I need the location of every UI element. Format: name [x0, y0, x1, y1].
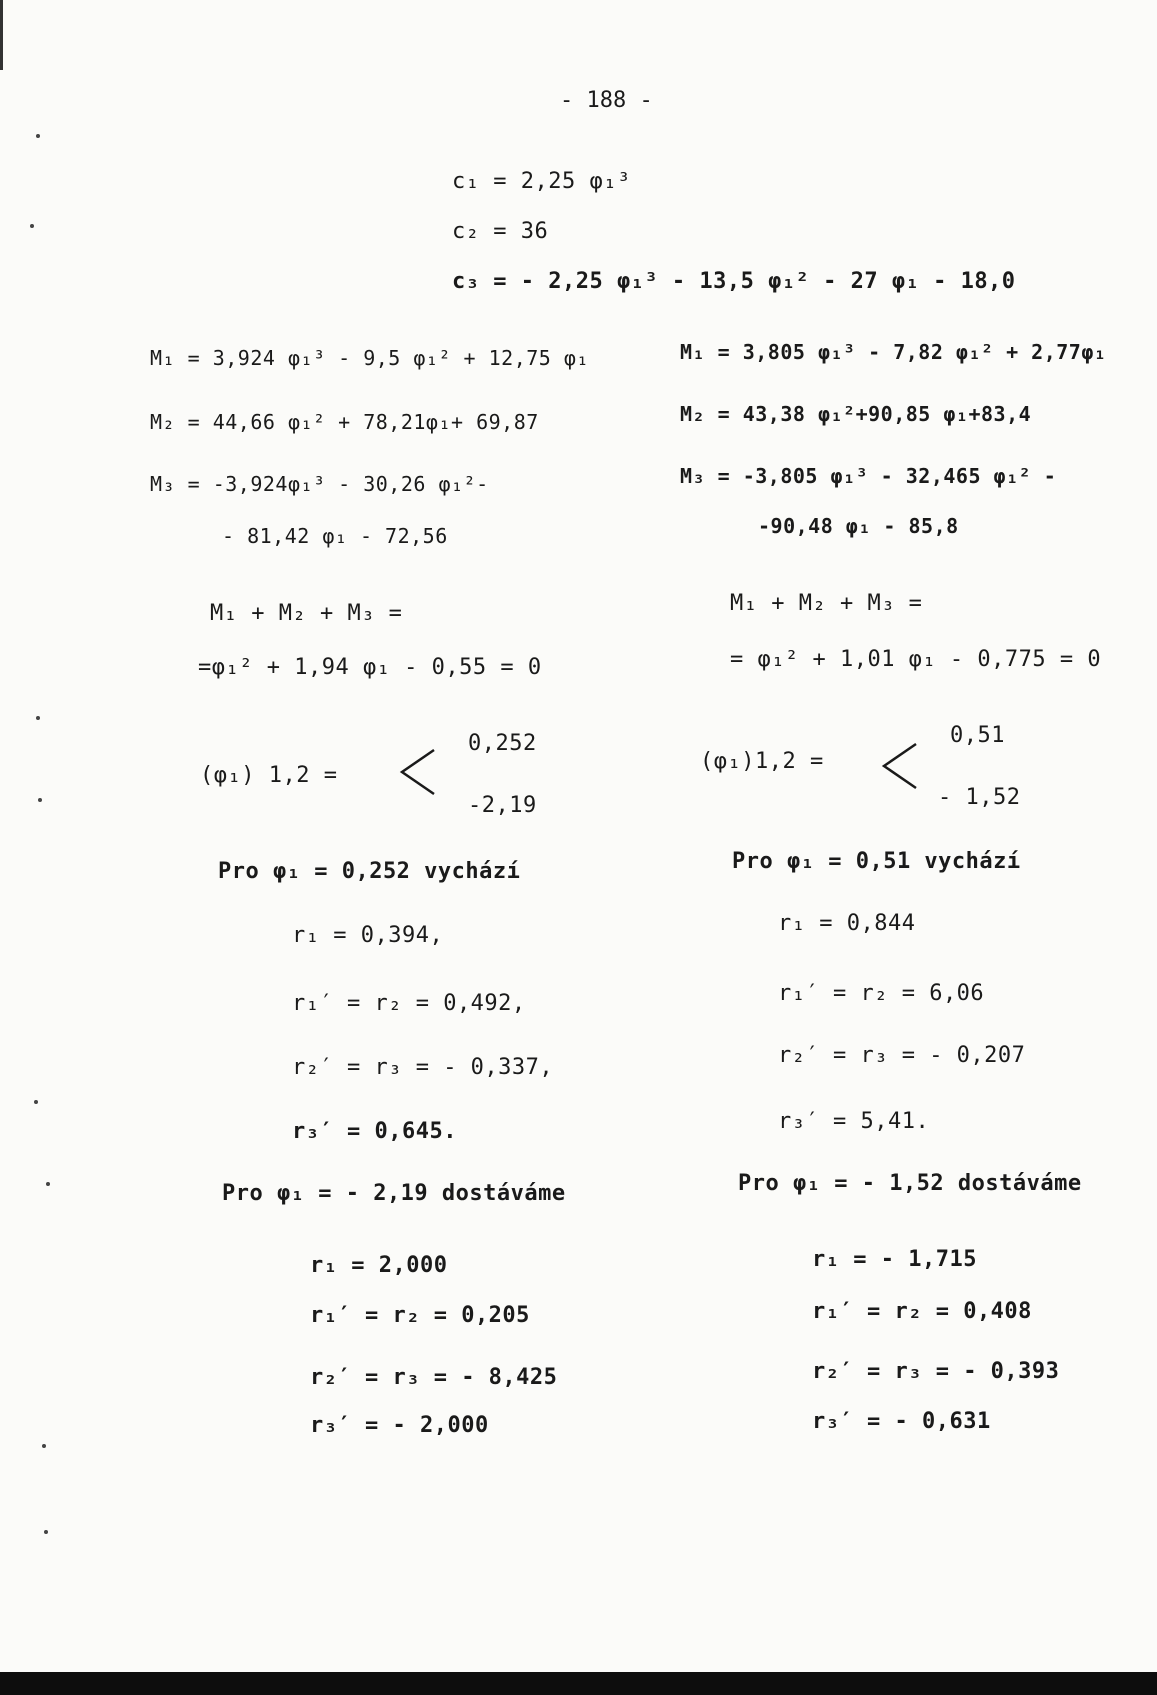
right-root-b: - 1,52 [938, 785, 1021, 810]
left-case1-r3: r₂′ = r₃ = - 0,337, [292, 1055, 554, 1080]
right-equation-m3-cont: -90,48 φ₁ - 85,8 [758, 514, 959, 538]
left-case2-r3: r₂′ = r₃ = - 8,425 [310, 1365, 558, 1390]
left-case1-r2: r₁′ = r₂ = 0,492, [292, 991, 526, 1016]
scan-speck [42, 1444, 46, 1448]
left-equation-m3: M₃ = -3,924φ₁³ - 30,26 φ₁²- [150, 472, 489, 496]
right-case2-heading: Pro φ₁ = - 1,52 dostáváme [738, 1171, 1082, 1196]
left-quadratic: =φ₁² + 1,94 φ₁ - 0,55 = 0 [198, 655, 542, 680]
scan-speck [46, 1182, 50, 1186]
right-equation-m3: M₃ = -3,805 φ₁³ - 32,465 φ₁² - [680, 464, 1057, 488]
right-case2-r3: r₂′ = r₃ = - 0,393 [812, 1359, 1060, 1384]
right-sum-line: M₁ + M₂ + M₃ = [730, 591, 923, 616]
left-case1-r3prime: r₃′ = 0,645. [292, 1119, 457, 1144]
equation-c3: c₃ = - 2,25 φ₁³ - 13,5 φ₁² - 27 φ₁ - 18,0 [452, 269, 1016, 294]
left-roots-label: (φ₁) 1,2 = [200, 763, 338, 788]
right-case1-r3prime: r₃′ = 5,41. [778, 1109, 930, 1134]
page-number: - 188 - [560, 88, 653, 113]
left-roots-branch [398, 744, 438, 800]
right-roots-branch [880, 738, 920, 794]
right-quadratic: = φ₁² + 1,01 φ₁ - 0,775 = 0 [730, 647, 1102, 672]
right-case1-r1: r₁ = 0,844 [778, 911, 916, 936]
right-case2-r1: r₁ = - 1,715 [812, 1247, 977, 1272]
left-root-b: -2,19 [468, 793, 537, 818]
right-case1-r3: r₂′ = r₃ = - 0,207 [778, 1043, 1026, 1068]
right-equation-m2: M₂ = 43,38 φ₁²+90,85 φ₁+83,4 [680, 402, 1032, 426]
scan-edge-mark [0, 0, 3, 70]
equation-c2: c₂ = 36 [452, 219, 549, 244]
scan-speck [38, 798, 42, 802]
right-case1-heading: Pro φ₁ = 0,51 vychází [732, 849, 1021, 874]
left-case2-r2: r₁′ = r₂ = 0,205 [310, 1303, 530, 1328]
right-root-a: 0,51 [950, 723, 1005, 748]
left-equation-m2: M₂ = 44,66 φ₁² + 78,21φ₁+ 69,87 [150, 410, 539, 434]
scan-speck [44, 1530, 48, 1534]
right-equation-m1: M₁ = 3,805 φ₁³ - 7,82 φ₁² + 2,77φ₁ [680, 340, 1107, 364]
scan-bottom-border [0, 1672, 1157, 1695]
equation-c1: c₁ = 2,25 φ₁³ [452, 169, 631, 194]
scan-speck [34, 1100, 38, 1104]
right-roots-label: (φ₁)1,2 = [700, 749, 824, 774]
left-equation-m1: M₁ = 3,924 φ₁³ - 9,5 φ₁² + 12,75 φ₁ [150, 346, 589, 370]
scan-speck [36, 716, 40, 720]
left-case2-r3prime: r₃′ = - 2,000 [310, 1413, 489, 1438]
right-case1-r2: r₁′ = r₂ = 6,06 [778, 981, 985, 1006]
left-case2-heading: Pro φ₁ = - 2,19 dostáváme [222, 1181, 566, 1206]
scan-speck [30, 224, 34, 228]
left-case1-r1: r₁ = 0,394, [292, 923, 444, 948]
scan-speck [36, 134, 40, 138]
left-sum-line: M₁ + M₂ + M₃ = [210, 601, 403, 626]
right-case2-r2: r₁′ = r₂ = 0,408 [812, 1299, 1032, 1324]
left-equation-m3-cont: - 81,42 φ₁ - 72,56 [222, 524, 448, 548]
left-case2-r1: r₁ = 2,000 [310, 1253, 448, 1278]
right-case2-r3prime: r₃′ = - 0,631 [812, 1409, 991, 1434]
left-case1-heading: Pro φ₁ = 0,252 vychází [218, 859, 521, 884]
left-root-a: 0,252 [468, 731, 537, 756]
